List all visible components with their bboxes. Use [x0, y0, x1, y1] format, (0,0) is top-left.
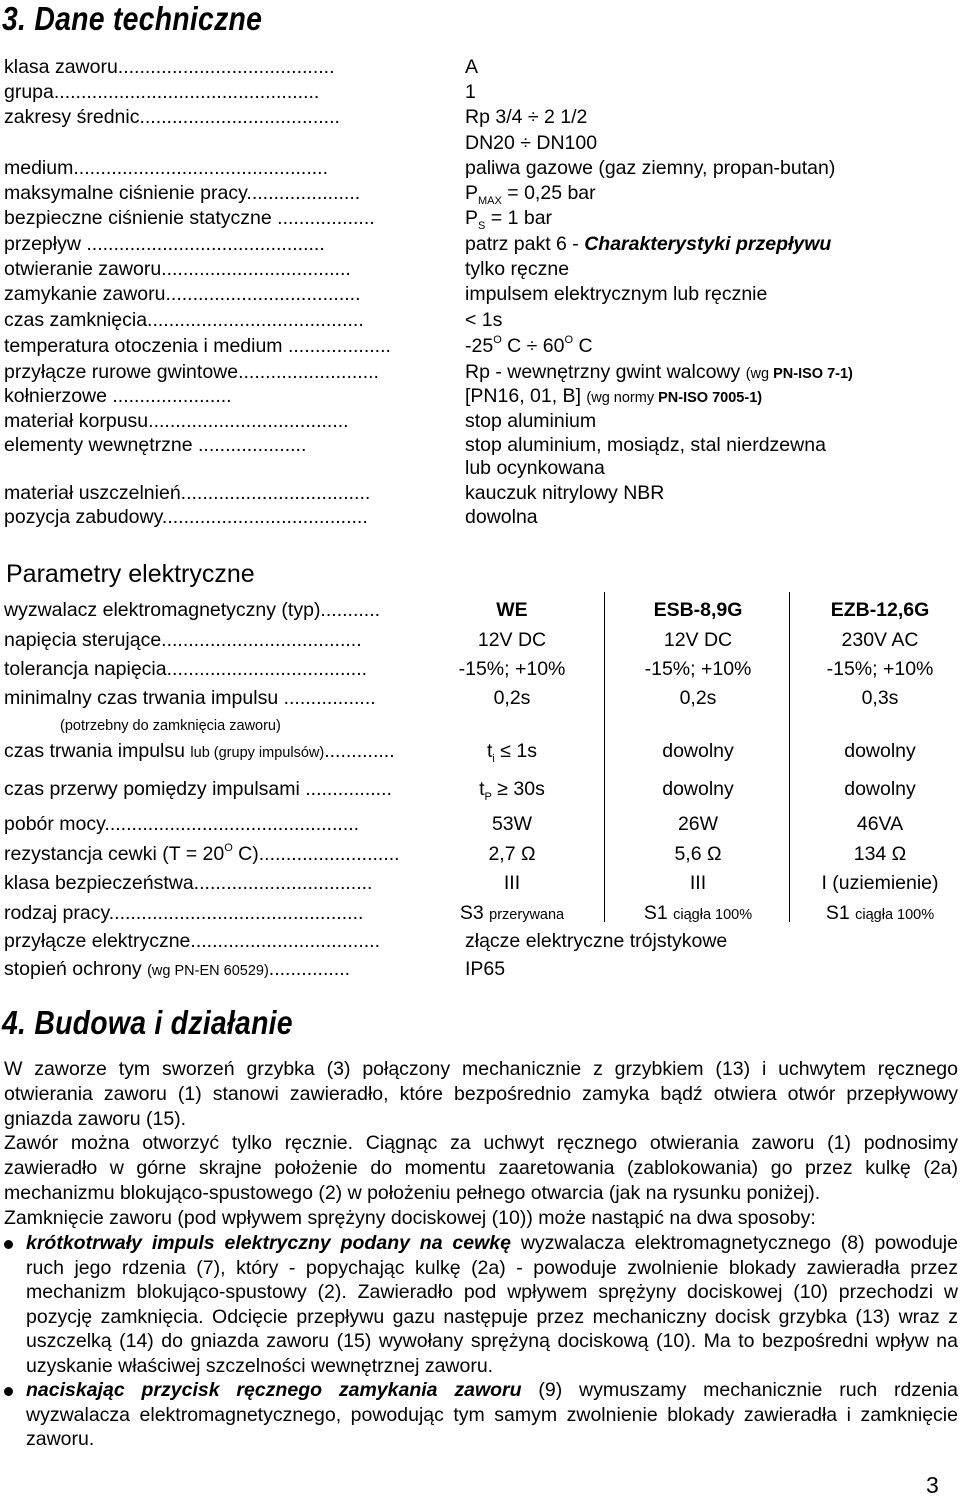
column-header: EZB-12,6G	[830, 599, 930, 621]
spec-value	[465, 132, 597, 155]
list-item-text: (9) wymuszamy mechanicznie ruch rdzenia wyzwalacza elektromagnetycznego, powodując tym samym zwolnienie blokady zawieradła i zamknięcie zaworu.	[26, 1379, 958, 1450]
elec-value	[453, 843, 571, 866]
value-part: 5,6 Ω	[674, 843, 722, 865]
spec-label: grupa.................................................	[4, 81, 320, 103]
spec-value-part: impulsem elektrycznym lub ręcznie	[465, 283, 768, 305]
value-part: ≤ 1s	[494, 740, 537, 762]
value-part: -15%; +10%	[826, 658, 934, 680]
value-part: -15%; +10%	[644, 658, 752, 680]
spec-value-part: [PN16, 01, B]	[465, 385, 587, 407]
column-header: ESB-8,9G	[653, 599, 743, 621]
spec-value-part: MAX	[478, 195, 502, 207]
value-part: III	[689, 872, 707, 894]
paragraph: Zawór można otworzyć tylko ręcznie. Ciągnąc za uchwyt ręcznego otwierania zaworu (1) podnosimy zawieradło w górne skrajne położenie do momentu zaaretowania (zablokowania) go przez kulkę (2a) mechanizmu blokująco-spustowego (2) w położeniu pełnego otwarcia (jak na rysunku poniżej).	[4, 1132, 958, 1204]
label-text: minimalny czas trwania impulsu .................	[4, 687, 376, 709]
paragraph: W zaworze tym sworzeń grzybka (3) połączony mechanicznie z grzybkiem (13) i uchwytem ręcznego otwierania zaworu (1) stanowi zawieradło, które bezpośrednio zamyka bądź otwiera otwór przepływowy gniazda zaworu (15).	[4, 1058, 958, 1130]
elec-value	[628, 740, 768, 763]
spec-value	[465, 309, 502, 332]
value-part: 0,3s	[861, 687, 899, 709]
elec-value	[453, 778, 571, 801]
elec-value	[453, 740, 571, 763]
spec-value-part: stop aluminium, mosiądz, stal nierdzewna	[465, 434, 826, 456]
emphasis: krótkotrwały impuls elektryczny podany na cewkę	[26, 1232, 511, 1254]
elec-value	[628, 687, 768, 710]
value-part: 0,2s	[679, 687, 717, 709]
label-text: C)..........................	[232, 843, 400, 865]
section-4-title: 4. Budowa i działanie	[2, 1004, 293, 1041]
spec-value-part: = 0,25 bar	[501, 182, 596, 204]
value-part: 230V AC	[841, 629, 919, 651]
spec-value	[465, 482, 664, 505]
bullet-icon	[4, 1240, 13, 1249]
elec-value	[800, 813, 960, 836]
value-part: dowolny	[844, 740, 916, 762]
spec-value	[465, 283, 767, 306]
spec-value	[465, 410, 596, 433]
value-part: ciągła 100%	[673, 907, 753, 923]
spec-value-part: O	[493, 334, 502, 346]
elec-value	[628, 872, 768, 895]
spec-value-part: patrz pakt 6 -	[465, 233, 585, 255]
elec-value	[800, 902, 960, 925]
section-3-title: 3. Dane techniczne	[2, 0, 263, 37]
spec-value	[465, 434, 826, 457]
value-part: 2,7 Ω	[488, 843, 536, 865]
spec-value	[465, 56, 478, 79]
value-part: S3	[459, 902, 490, 924]
elec-label	[4, 843, 400, 866]
value-part: przerywana	[489, 907, 565, 923]
elec-value	[800, 872, 960, 895]
value-part: -15%; +10%	[458, 658, 566, 680]
spec-value	[465, 385, 762, 408]
spec-value-part: O	[564, 334, 574, 346]
electrical-params-title: Parametry elektryczne	[6, 560, 255, 588]
spec-value-part: C ÷ 60	[501, 335, 565, 357]
page-number: 3	[926, 1472, 939, 1498]
elec-value	[628, 778, 768, 801]
value-part: i	[492, 753, 495, 765]
elec-value	[800, 778, 960, 801]
elec-value	[453, 658, 571, 681]
spec-value-part: S	[478, 220, 486, 232]
value-part: t	[486, 740, 493, 762]
label-text: klasa bezpieczeństwa.................................	[4, 872, 373, 894]
value-part: III	[503, 872, 521, 894]
spec-label: przepływ ............................................	[4, 233, 325, 255]
spec-value-part: A	[465, 56, 479, 78]
elec-label	[4, 778, 392, 801]
spec-value-part: = 1 bar	[485, 207, 553, 229]
spec-value	[465, 233, 831, 256]
spec-value	[465, 182, 596, 205]
elec-value	[628, 629, 768, 652]
label-text: przyłącze elektryczne...................................	[4, 930, 381, 952]
spec-label: materiał korpusu.....................................	[4, 410, 349, 432]
spec-value-part: PN-ISO 7005-1)	[658, 390, 763, 406]
value-part: dowolny	[662, 778, 734, 800]
emphasis: naciskając przycisk ręcznego zamykania zaworu	[26, 1379, 522, 1401]
elec-value	[628, 902, 768, 925]
label-text: O	[224, 842, 233, 854]
elec-value	[800, 629, 960, 652]
spec-value-part: P	[465, 207, 479, 229]
elec-label	[4, 930, 380, 953]
value-part: ≥ 30s	[491, 778, 545, 800]
value-part: 0,2s	[493, 687, 531, 709]
elec-label	[4, 813, 359, 836]
spec-value-part: tylko ręczne	[465, 258, 570, 280]
list-item-text: wyzwalacza elektromagnetycznego (8) powoduje ruch jego rdzenia (7), który - popychając kulkę (2a) - powoduje zwolnienie blokady zawieradła przez mechanizm blokująco-spustowy (2). Zawieradło pod wpływem sprężyny dociskowej (10) przechodzi w pozycję zamknięcia. Odcięcie przepływu gazu następuje przez mechaniczny docisk grzybka (13) wraz z uszczelką (14) do gniazda zaworu (15) wywołany sprężyną dociskową (10). Ma to bezpośredni wpływ na uzyskanie właściwej szczelności wewnętrznej zaworu.	[26, 1232, 958, 1377]
spec-value-part: dowolna	[465, 506, 538, 528]
elec-value	[628, 843, 768, 866]
elec-value	[800, 843, 960, 866]
elec-value	[453, 629, 571, 652]
spec-value-part: kauczuk nitrylowy NBR	[465, 482, 665, 504]
list-item	[4, 1378, 958, 1452]
value-part: S1	[643, 902, 674, 924]
elec-label	[4, 902, 363, 925]
spec-value-part: Rp 3/4 ÷ 2 1/2	[465, 106, 588, 128]
value-part: dowolny	[844, 778, 916, 800]
spec-value	[465, 157, 835, 180]
spec-value-part: Charakterystyki przepływu	[584, 233, 832, 255]
elec-label	[4, 872, 372, 895]
spec-label: kołnierzowe ......................	[4, 385, 232, 407]
elec-label	[4, 740, 395, 763]
elec-value	[453, 902, 571, 925]
elec-value	[628, 813, 768, 836]
paragraph: Zamknięcie zaworu (pod wpływem sprężyny dociskowej (10)) może nastąpić na dwa sposoby:	[4, 1206, 816, 1229]
spec-value-part: P	[465, 182, 479, 204]
spec-value-part: PN-ISO 7-1)	[773, 366, 853, 382]
spec-value	[465, 506, 538, 529]
spec-label: zamykanie zaworu....................................	[4, 283, 361, 305]
value-part: S1	[825, 902, 856, 924]
label-text: stopień ochrony	[4, 958, 148, 980]
spec-value	[465, 207, 552, 230]
elec-label	[4, 958, 350, 981]
spec-value	[465, 335, 593, 358]
value-part: 46VA	[856, 813, 904, 835]
spec-value-part: C	[573, 335, 593, 357]
body-text	[4, 1057, 958, 1231]
spec-label: otwieranie zaworu...................................	[4, 258, 351, 280]
spec-label: maksymalne ciśnienie pracy.....................	[4, 182, 361, 204]
spec-value-part: DN20 ÷ DN100	[465, 132, 598, 154]
column-divider	[789, 592, 790, 922]
elec-value	[453, 687, 571, 710]
spec-value-part: Rp - wewnętrzny gwint walcowy	[465, 361, 746, 383]
spec-label: czas zamknięcia........................................	[4, 309, 364, 331]
spec-label: medium...............................................	[4, 157, 328, 179]
spec-value-part: -25	[465, 335, 494, 357]
elec-value: złącze elektryczne trójstykowe	[465, 930, 728, 952]
elec-label	[4, 687, 376, 710]
column-divider	[604, 592, 605, 922]
list-item	[4, 1231, 958, 1378]
elec-label	[60, 713, 281, 736]
value-part: ciągła 100%	[855, 907, 935, 923]
label-text: czas przerwy pomiędzy impulsami ................	[4, 778, 392, 800]
value-part: t	[479, 778, 485, 800]
elec-value	[453, 813, 571, 836]
spec-label: zakresy średnic.....................................	[4, 106, 340, 128]
spec-label: przyłącze rurowe gwintowe..........................	[4, 361, 379, 383]
spec-label: temperatura otoczenia i medium ...................	[4, 335, 391, 357]
value-part: 26W	[677, 813, 719, 835]
label-text: rezystancja cewki (T = 20	[4, 843, 225, 865]
value-part: 12V DC	[477, 629, 547, 651]
elec-value	[800, 658, 960, 681]
label-text: tolerancja napięcia.....................................	[4, 658, 368, 680]
elec-label: wyzwalacz elektromagnetyczny (typ)...........	[4, 599, 381, 621]
spec-label: klasa zaworu........................................	[4, 56, 335, 78]
spec-value-part: stop aluminium	[465, 410, 597, 432]
spec-value	[465, 81, 476, 104]
label-text: czas trwania impulsu	[4, 740, 191, 762]
value-part: 53W	[491, 813, 533, 835]
label-text: rodzaj pracy...............................................	[4, 902, 364, 924]
elec-label	[4, 658, 367, 681]
value-part: 12V DC	[663, 629, 733, 651]
value-part: P	[484, 791, 492, 803]
label-text: .............	[324, 740, 395, 762]
label-text: ...............	[268, 958, 351, 980]
value-part: I (uziemienie)	[821, 872, 939, 894]
elec-value	[800, 740, 960, 763]
label-text: (wg PN-EN 60529)	[147, 963, 269, 979]
spec-label: elementy wewnętrzne ....................	[4, 434, 307, 456]
closing-methods-list	[4, 1231, 958, 1452]
bullet-icon	[4, 1387, 13, 1396]
label-text: napięcia sterujące.....................................	[4, 629, 362, 651]
spec-value-part: 1	[465, 81, 476, 103]
value-part: 134 Ω	[853, 843, 907, 865]
elec-value	[628, 658, 768, 681]
elec-label	[4, 629, 362, 652]
spec-value	[465, 361, 853, 384]
spec-value-part: paliwa gazowe (gaz ziemny, propan-butan)	[465, 157, 836, 179]
spec-value	[465, 258, 569, 281]
spec-label: pozycja zabudowy......................................	[4, 506, 368, 528]
spec-value-part: < 1s	[465, 309, 503, 331]
elec-value	[453, 872, 571, 895]
spec-value-part: (wg	[745, 366, 774, 382]
column-header: WE	[496, 599, 528, 621]
label-text: lub (grupy impulsów)	[190, 745, 325, 761]
elec-value: IP65	[465, 958, 506, 980]
elec-value	[800, 687, 960, 710]
spec-value	[465, 457, 605, 480]
spec-label: bezpieczne ciśnienie statyczne ..................	[4, 207, 375, 229]
label-text: (potrzebny do zamknięcia zaworu)	[60, 718, 281, 734]
spec-value-part: (wg normy	[586, 390, 659, 406]
label-text: pobór mocy...............................................	[4, 813, 360, 835]
spec-value	[465, 106, 587, 129]
spec-value-part: lub ocynkowana	[465, 457, 605, 479]
spec-label: materiał uszczelnień...................................	[4, 482, 371, 504]
value-part: dowolny	[662, 740, 734, 762]
